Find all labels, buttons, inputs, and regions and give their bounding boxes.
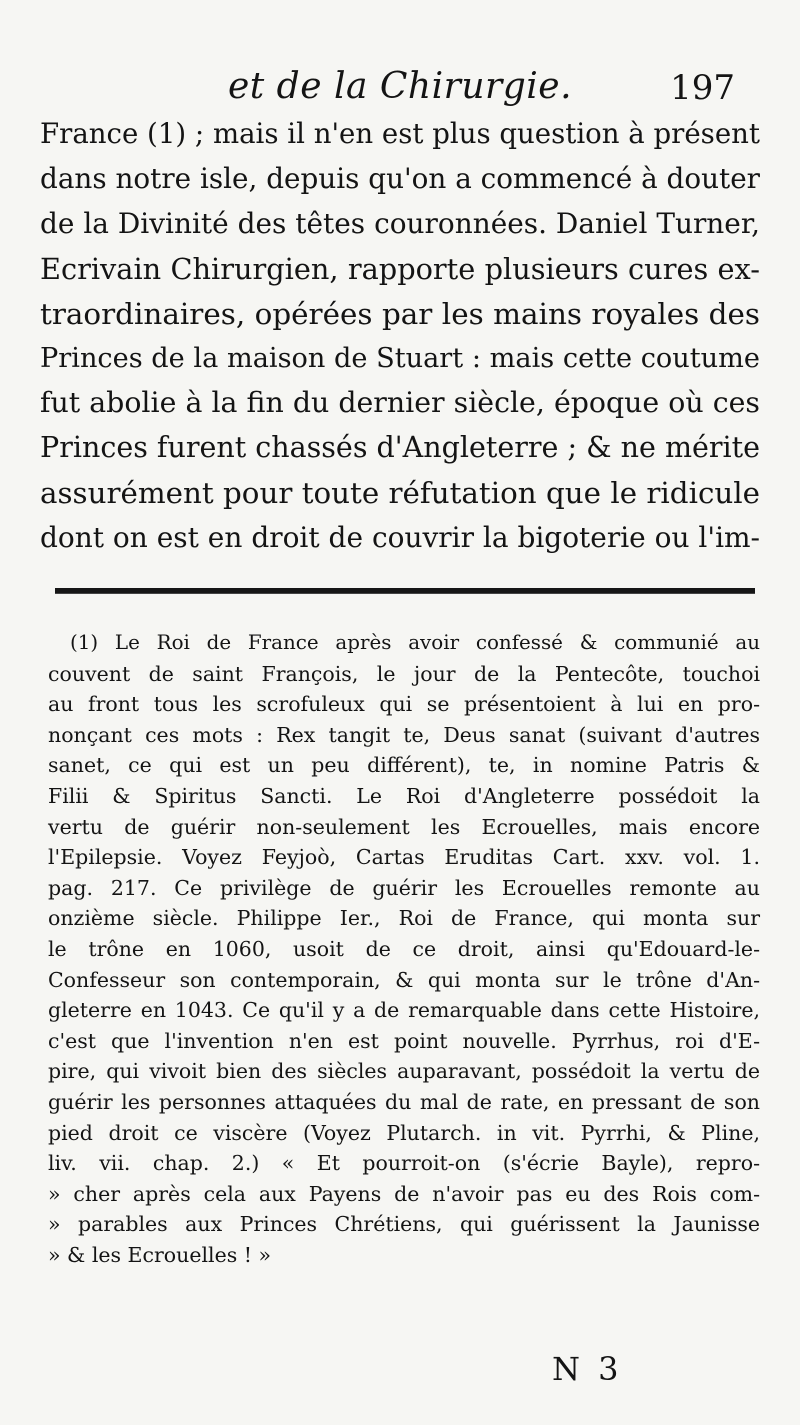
page-header <box>40 66 760 116</box>
footnote-line: c'est que l'invention n'en est point nouvelle. Pyrrhus, roi d'E- <box>48 1028 760 1053</box>
footnote-line: nonçant ces mots : Rex tangit te, Deus sanat (suivant d'autres <box>48 722 760 747</box>
footnote-line: guérir les personnes attaquées du mal de rate, en pressant de son <box>48 1089 760 1114</box>
text-line: fut abolie à la fin du dernier siècle, époque où ces <box>40 386 760 420</box>
footnote-line: Confesseur son contemporain, & qui monta sur le trône d'An- <box>48 967 760 992</box>
footnote-separator-rule <box>55 588 755 594</box>
footnote-line: pied droit ce viscère (Voyez Plutarch. in vit. Pyrrhi, & Pline, <box>48 1120 760 1145</box>
text-line: assurément pour toute réfutation que le ridicule <box>40 476 760 511</box>
footnote-line: gleterre en 1043. Ce qu'il y a de remarquable dans cette Histoire, <box>48 998 760 1023</box>
footnote-line: l'Epilepsie. Voyez Feyjoò, Cartas Eruditas Cart. xxv. vol. 1. <box>48 845 760 870</box>
footnote-line: pag. 217. Ce privilège de guérir les Ecrouelles remonte au <box>48 875 760 900</box>
text-line: Princes de la maison de Stuart : mais cette coutume <box>40 342 760 374</box>
footnote-line: couvent de saint François, le jour de la Pentecôte, touchoi <box>48 661 760 686</box>
signature-mark: N 3 <box>552 1350 623 1388</box>
running-title: et de la Chirurgie. <box>227 66 573 107</box>
footnote-line: (1) Le Roi de France après avoir confessé & communié au <box>70 631 760 654</box>
footnote-line: Filii & Spiritus Sancti. Le Roi d'Angleterre possédoit la <box>48 783 760 808</box>
footnote-line: » & les Ecrouelles ! » <box>48 1242 272 1267</box>
text-line: Ecrivain Chirurgien, rapporte plusieurs cures ex- <box>40 251 760 286</box>
footnote-line: » cher après cela aux Payens de n'avoir pas eu des Rois com- <box>48 1181 760 1206</box>
main-text <box>40 112 760 561</box>
footnote-line: pire, qui vivoit bien des siècles auparavant, possédoit la vertu de <box>48 1059 760 1084</box>
footnote <box>48 628 760 1270</box>
footnote-line: sanet, ce qui est un peu différent), te, in nomine Patris & <box>48 753 760 778</box>
text-line: Princes furent chassés d'Angleterre ; & ne mérite <box>40 431 760 465</box>
page-number: 197 <box>670 68 735 108</box>
footnote-line: vertu de guérir non-seulement les Ecrouelles, mais encore <box>48 814 760 839</box>
text-line: traordinaires, opérées par les mains royales des <box>40 296 760 331</box>
footnote-line: liv. vii. chap. 2.) « Et pourroit-on (s'écrie Bayle), repro- <box>48 1151 760 1176</box>
footnote-line: au front tous les scrofuleux qui se présentoient à lui en pro- <box>48 692 760 717</box>
text-line: dont on est en droit de couvrir la bigoterie ou l'im- <box>40 521 760 555</box>
text-line: France (1) ; mais il n'en est plus question à présent <box>40 117 760 150</box>
text-line: de la Divinité des têtes couronnées. Daniel Turner, <box>40 206 760 240</box>
footnote-line: onzième siècle. Philippe Ier., Roi de France, qui monta sur <box>48 906 760 931</box>
text-line: dans notre isle, depuis qu'on a commencé à douter <box>40 161 760 195</box>
footnote-line: » parables aux Princes Chrétiens, qui guérissent la Jaunisse <box>48 1212 760 1237</box>
footnote-line: le trône en 1060, usoit de ce droit, ainsi qu'Edouard-le- <box>48 936 760 961</box>
